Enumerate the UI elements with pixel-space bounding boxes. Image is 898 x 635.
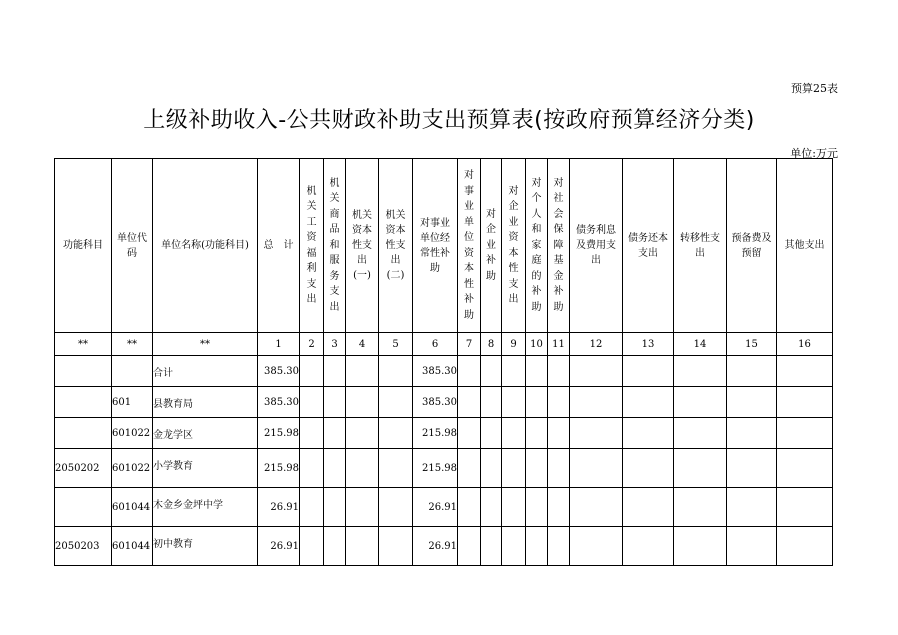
institution-regular-cell: 385.30 xyxy=(413,387,458,418)
func-subject-cell xyxy=(55,488,112,527)
index-cell: 1 xyxy=(258,333,300,356)
total-cell: 26.91 xyxy=(258,527,300,566)
func-subject-cell xyxy=(55,387,112,418)
index-cell: 4 xyxy=(346,333,379,356)
index-cell: ** xyxy=(153,333,258,356)
header-unit-name: 单位名称(功能科目) xyxy=(153,159,258,333)
total-cell: 385.30 xyxy=(258,356,300,387)
unit-code-cell: 601022 xyxy=(112,449,153,488)
budget-table xyxy=(54,158,833,566)
unit-code-cell: 601044 xyxy=(112,527,153,566)
index-cell: ** xyxy=(112,333,153,356)
header-enterprise-capital: 对企业资本性支出 xyxy=(502,159,526,333)
unit-name-cell: 县教育局 xyxy=(153,387,258,418)
header-salary-welfare: 机关工资福利支出 xyxy=(300,159,324,333)
index-cell: 6 xyxy=(413,333,458,356)
header-institution-capital: 对事业单位资本性补助 xyxy=(458,159,481,333)
unit-code-cell xyxy=(112,356,153,387)
unit-name-cell: 小学教育 xyxy=(153,449,258,488)
total-cell: 215.98 xyxy=(258,418,300,449)
index-cell: 7 xyxy=(458,333,481,356)
func-subject-cell: 2050202 xyxy=(55,449,112,488)
header-debt-principal: 债务还本支出 xyxy=(623,159,674,333)
institution-regular-cell: 26.91 xyxy=(413,527,458,566)
index-cell: 16 xyxy=(777,333,833,356)
header-household-subsidy: 对个人和家庭的补助 xyxy=(526,159,548,333)
table-row-total xyxy=(55,356,833,387)
header-enterprise-subsidy: 对企业补助 xyxy=(481,159,502,333)
func-subject-cell xyxy=(55,418,112,449)
header-other: 其他支出 xyxy=(777,159,833,333)
index-cell: 5 xyxy=(379,333,413,356)
header-capital-1: 机关资本性支出(一) xyxy=(346,159,379,333)
header-social-security: 对社会保障基金补助 xyxy=(548,159,570,333)
unit-label: 单位:万元 xyxy=(790,147,838,160)
index-cell: 13 xyxy=(623,333,674,356)
page-title: 上级补助收入-公共财政补助支出预算表(按政府预算经济分类) xyxy=(143,108,755,133)
index-cell: 12 xyxy=(570,333,623,356)
index-cell: 2 xyxy=(300,333,324,356)
unit-name-cell: 合计 xyxy=(153,356,258,387)
institution-regular-cell: 215.98 xyxy=(413,418,458,449)
header-transfer: 转移性支出 xyxy=(674,159,727,333)
header-goods-services: 机关商品和服务支出 xyxy=(324,159,346,333)
table-row-subject xyxy=(55,527,833,566)
institution-regular-cell: 26.91 xyxy=(413,488,458,527)
table-row-subject xyxy=(55,449,833,488)
table-row-dept xyxy=(55,387,833,418)
unit-name-cell: 金龙学区 xyxy=(153,418,258,449)
unit-code-cell: 601022 xyxy=(112,418,153,449)
total-cell: 385.30 xyxy=(258,387,300,418)
header-unit-code: 单位代码 xyxy=(112,159,153,333)
header-row xyxy=(55,159,833,333)
table-row-unit xyxy=(55,418,833,449)
func-subject-cell: 2050203 xyxy=(55,527,112,566)
index-cell: 15 xyxy=(727,333,777,356)
unit-name-cell: 木金乡金坪中学 xyxy=(153,488,258,527)
index-cell: 9 xyxy=(502,333,526,356)
unit-name-cell: 初中教育 xyxy=(153,527,258,566)
func-subject-cell xyxy=(55,356,112,387)
index-cell: 14 xyxy=(674,333,727,356)
index-cell: 10 xyxy=(526,333,548,356)
index-cell: 11 xyxy=(548,333,570,356)
institution-regular-cell: 215.98 xyxy=(413,449,458,488)
total-cell: 215.98 xyxy=(258,449,300,488)
header-debt-interest: 债务利息及费用支出 xyxy=(570,159,623,333)
header-institution-regular: 对事业单位经常性补助 xyxy=(413,159,458,333)
institution-regular-cell: 385.30 xyxy=(413,356,458,387)
index-cell: ** xyxy=(55,333,112,356)
header-total: 总 计 xyxy=(258,159,300,333)
index-cell: 3 xyxy=(324,333,346,356)
index-cell: 8 xyxy=(481,333,502,356)
header-func-subject: 功能科目 xyxy=(55,159,112,333)
unit-code-cell: 601044 xyxy=(112,488,153,527)
total-cell: 26.91 xyxy=(258,488,300,527)
table-row-unit xyxy=(55,488,833,527)
header-reserve: 预备费及预留 xyxy=(727,159,777,333)
unit-code-cell: 601 xyxy=(112,387,153,418)
index-row xyxy=(55,333,833,356)
header-capital-2: 机关资本性支出(二) xyxy=(379,159,413,333)
document-number: 预算25表 xyxy=(791,82,838,95)
